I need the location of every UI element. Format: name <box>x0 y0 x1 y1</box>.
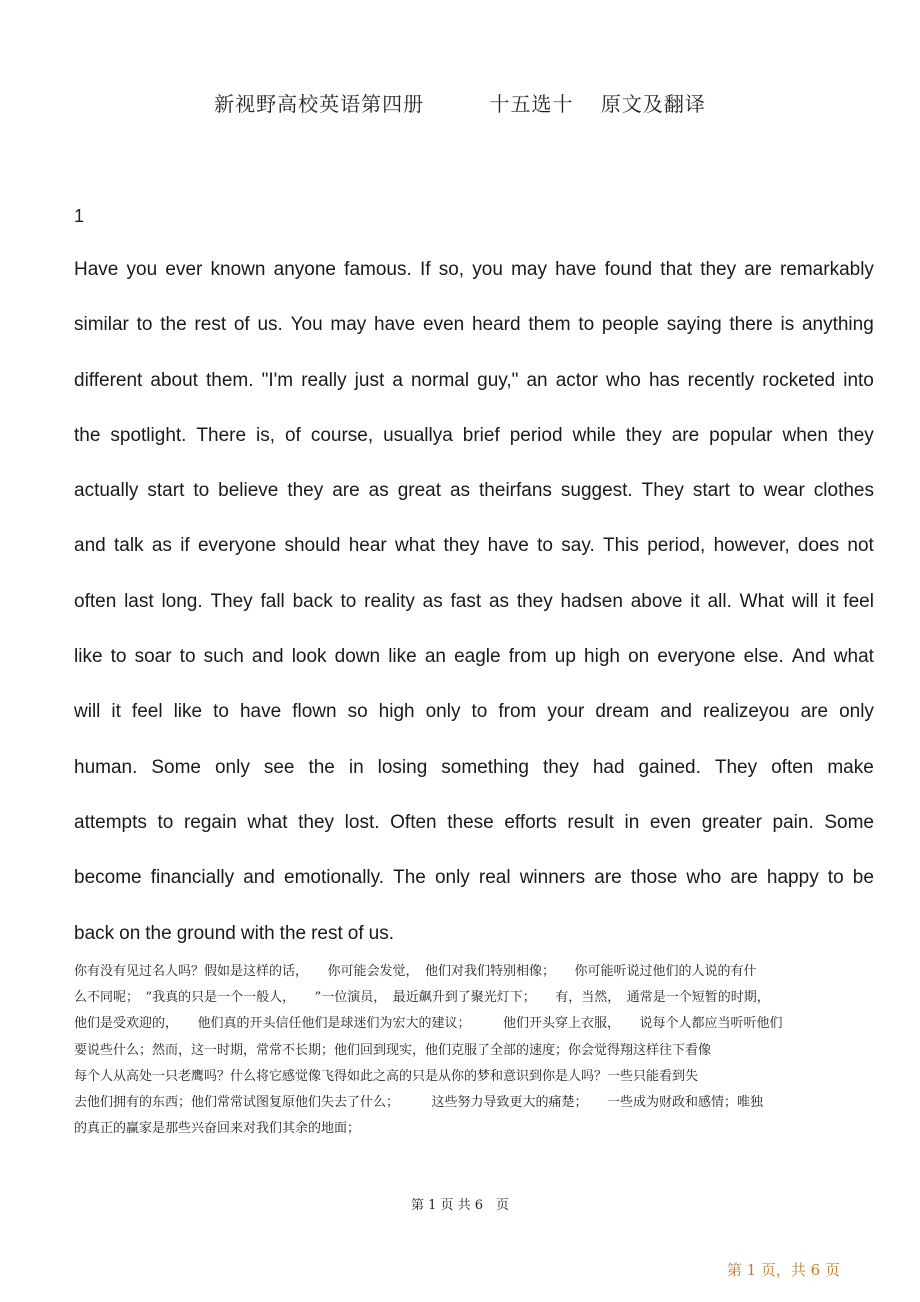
english-word: known <box>210 259 266 280</box>
english-word: often <box>771 756 814 778</box>
english-word: start <box>147 480 185 502</box>
english-word: the <box>74 424 101 446</box>
english-word: reality <box>364 590 415 612</box>
english-word: heard <box>471 314 521 336</box>
english-word: like <box>388 646 417 668</box>
english-word: only <box>839 701 874 723</box>
english-word: start <box>692 480 730 502</box>
english-word: that <box>660 259 692 280</box>
chinese-line: 么不同呢； ”我真的只是一个一般人， ”一位演员， 最近飙升到了聚光灯下； 有，当然， 通常是一个短暂的时期， <box>74 990 770 1006</box>
english-word: they <box>443 535 480 557</box>
english-word: feel <box>843 590 874 612</box>
english-word: Some <box>824 811 874 833</box>
english-word: an <box>526 369 548 391</box>
english-word: down <box>334 646 381 668</box>
english-word: are <box>332 480 360 502</box>
english-word: regain <box>183 811 237 833</box>
english-word: anything <box>801 314 874 336</box>
english-word: those <box>630 867 678 889</box>
english-word: recently <box>687 369 755 391</box>
english-word: to <box>157 811 174 833</box>
english-word: you <box>126 259 158 280</box>
english-word: to <box>738 480 755 502</box>
english-word: They <box>641 480 684 502</box>
english-line <box>74 420 874 475</box>
english-word: gained. <box>638 756 701 778</box>
english-word: from <box>508 646 547 668</box>
english-word: make <box>827 756 874 778</box>
english-word: You <box>290 314 323 336</box>
english-word: and <box>243 867 275 889</box>
english-word: they <box>837 424 874 446</box>
english-word: so <box>347 701 368 723</box>
english-word: similar <box>74 314 129 336</box>
english-word: into <box>843 369 874 391</box>
english-word: even <box>649 811 692 833</box>
english-word: does <box>797 535 840 557</box>
english-word: high <box>378 701 415 723</box>
english-word: and <box>74 535 106 557</box>
english-word: will <box>791 590 819 612</box>
english-word: feel <box>131 701 163 723</box>
english-word: us. <box>368 922 394 944</box>
english-word: everyone <box>657 646 736 668</box>
english-word: only <box>425 701 461 723</box>
english-word: them <box>528 314 571 336</box>
english-line <box>74 807 874 862</box>
english-word: like <box>74 646 103 668</box>
english-word: lost. <box>344 811 380 833</box>
english-word: such <box>203 646 244 668</box>
english-word: to <box>471 701 488 723</box>
english-word: rest <box>311 922 343 944</box>
english-word: are <box>800 701 829 723</box>
english-word: they <box>298 811 335 833</box>
title-part-3: 原文及翻译 <box>600 92 706 116</box>
english-word: financially <box>150 867 235 889</box>
english-word: will <box>74 701 101 723</box>
english-word: wear <box>763 480 805 502</box>
english-word: usuallya <box>383 424 453 446</box>
english-word: as <box>151 535 172 557</box>
english-word: people <box>601 314 659 336</box>
english-word: clothes <box>813 480 874 502</box>
english-word: about <box>150 369 198 391</box>
english-word: actor <box>555 369 598 391</box>
english-word: realizeyou <box>702 701 790 723</box>
english-word: of <box>284 424 301 446</box>
english-word: result <box>567 811 614 833</box>
english-word: to <box>136 314 153 336</box>
english-word: up <box>554 646 576 668</box>
english-word: an <box>424 646 446 668</box>
english-word: last <box>124 590 154 612</box>
english-word: flown <box>292 701 337 723</box>
english-word: ground <box>176 922 236 944</box>
english-word: hear <box>348 535 387 557</box>
english-word: attempts <box>74 811 147 833</box>
english-word: There <box>196 424 247 446</box>
english-word: above <box>630 590 683 612</box>
english-word: human. <box>74 756 138 778</box>
english-word: may <box>511 259 547 280</box>
english-word: and <box>660 701 692 723</box>
english-word: who <box>606 369 641 391</box>
english-word: back <box>74 922 115 944</box>
english-word: fall <box>260 590 285 612</box>
english-word: often <box>74 590 117 612</box>
english-word: And <box>791 646 826 668</box>
english-word: them. <box>206 369 254 391</box>
english-line <box>74 365 874 420</box>
english-word: look <box>291 646 327 668</box>
english-word: as <box>422 590 443 612</box>
english-word: losing <box>377 756 428 778</box>
english-word: actually <box>74 480 139 502</box>
english-word: great <box>397 480 442 502</box>
english-word: "I'm <box>261 369 294 391</box>
english-word: theirfans <box>479 480 552 502</box>
english-line <box>74 475 874 530</box>
english-word: saying <box>666 314 722 336</box>
english-word: they <box>542 756 579 778</box>
english-word: Have <box>74 259 119 280</box>
english-line <box>74 309 874 364</box>
chinese-line: 要说些什么；然而，这一时期，常常不长期；他们回到现实，他们克服了全部的速度；你会觉得翔这样往下看像 <box>74 1042 712 1058</box>
english-word: period, <box>647 535 706 557</box>
english-word: has <box>648 369 680 391</box>
english-word: anyone <box>273 259 336 280</box>
english-word: there <box>729 314 773 336</box>
english-word: to <box>537 535 553 557</box>
english-word: ever <box>165 259 203 280</box>
english-word: become <box>74 867 142 889</box>
english-word: everyone <box>197 535 277 557</box>
chinese-line: 你有没有见过名人吗？假如是这样的话， 你可能会发觉， 他们对我们特别相像； 你可能听说过他们的人说的有什 <box>74 964 757 979</box>
english-word: high <box>584 646 620 668</box>
english-word: famous. <box>344 259 412 280</box>
english-word: rocketed <box>762 369 836 391</box>
english-word: found <box>604 259 653 280</box>
english-word: just <box>354 369 385 391</box>
english-word: should <box>284 535 341 557</box>
english-word: eagle <box>454 646 501 668</box>
english-word: even <box>423 314 465 336</box>
english-line <box>74 254 874 309</box>
english-word: pain. <box>772 811 814 833</box>
chinese-line: 他们是受欢迎的， 他们真的开头信任他们是球迷们为宏大的建议； 他们开头穿上衣服， 说每个人都应当听听他们 <box>74 1016 783 1032</box>
english-word: you <box>472 259 503 280</box>
english-word: it <box>826 590 836 612</box>
english-word: from <box>498 701 537 723</box>
english-word: have <box>555 259 597 280</box>
english-word: else. <box>743 646 784 668</box>
chinese-line: 的真正的赢家是那些兴奋回来对我们其余的地面； <box>74 1121 361 1137</box>
english-word: spotlight. <box>110 424 187 446</box>
english-word: Often <box>390 811 437 833</box>
english-word: to <box>213 701 229 723</box>
english-word: however, <box>713 535 790 557</box>
english-word: winners <box>519 867 586 889</box>
english-word: your <box>547 701 585 723</box>
english-passage <box>74 254 874 973</box>
section-number: 1 <box>74 206 85 226</box>
english-word: soar <box>134 646 172 668</box>
english-word: in <box>348 756 364 778</box>
english-word: course, <box>310 424 374 446</box>
english-word: as <box>449 480 471 502</box>
english-word: on <box>119 922 141 944</box>
english-word: in <box>624 811 640 833</box>
english-word: as <box>368 480 389 502</box>
english-word: if <box>180 535 190 557</box>
english-word: popular <box>709 424 773 446</box>
english-word: what <box>395 535 436 557</box>
english-word: may <box>330 314 367 336</box>
english-word: they <box>287 480 324 502</box>
english-word: all. <box>707 590 732 612</box>
english-word: dream <box>595 701 650 723</box>
english-word: back <box>292 590 333 612</box>
english-word: remarkably <box>779 259 874 280</box>
english-word: are <box>671 424 700 446</box>
english-word: suggest. <box>560 480 633 502</box>
english-word: are <box>744 259 772 280</box>
english-word: talk <box>113 535 144 557</box>
english-word: long. <box>161 590 203 612</box>
english-word: Some <box>151 756 201 778</box>
english-line <box>74 641 874 696</box>
english-word: they <box>700 259 737 280</box>
english-word: different <box>74 369 143 391</box>
english-word: greater <box>701 811 762 833</box>
english-word: like <box>173 701 203 723</box>
english-word: If <box>419 259 431 280</box>
english-word: have <box>374 314 416 336</box>
english-word: This <box>603 535 639 557</box>
english-word: and <box>251 646 284 668</box>
english-word: not <box>847 535 874 557</box>
english-word: only <box>434 867 470 889</box>
chinese-line: 每个人从高处一只老鹰吗？什么将它感觉像飞得如此之高的只是从你的梦和意识到你是人吗？一些只能看到失 <box>74 1068 699 1084</box>
english-word: as <box>488 590 510 612</box>
english-word: when <box>782 424 828 446</box>
english-word: normal <box>410 369 470 391</box>
english-word: believe <box>218 480 279 502</box>
chinese-translation <box>74 960 854 1143</box>
english-word: they <box>625 424 662 446</box>
english-word: really <box>301 369 347 391</box>
english-line <box>74 752 874 807</box>
english-word: they <box>516 590 553 612</box>
english-word: is <box>780 314 795 336</box>
english-word: the <box>279 922 307 944</box>
english-word: efforts <box>504 811 557 833</box>
english-word: What <box>739 590 785 612</box>
english-word: it <box>111 701 121 723</box>
title-part-2: 十五选十 <box>489 92 574 116</box>
english-word: emotionally. <box>284 867 385 889</box>
english-word: the <box>145 922 172 944</box>
english-line <box>74 862 874 917</box>
page-number-corner: 第 1 页，共 6 页 <box>726 1261 840 1279</box>
page-number-center: 第 1 页 共 6 页 <box>410 1198 510 1213</box>
english-word: have <box>239 701 282 723</box>
english-word: The <box>393 867 426 889</box>
english-word: to <box>110 646 127 668</box>
english-line <box>74 530 874 585</box>
english-word: with <box>240 922 275 944</box>
english-word: period <box>509 424 563 446</box>
english-line <box>74 586 874 641</box>
english-word: these <box>447 811 494 833</box>
english-word: real <box>478 867 511 889</box>
english-word: to <box>179 646 196 668</box>
english-word: rest <box>194 314 227 336</box>
english-word: fast <box>450 590 482 612</box>
english-word: the <box>160 314 187 336</box>
english-word: say. <box>561 535 595 557</box>
english-word: a <box>392 369 403 391</box>
document-title <box>0 88 920 117</box>
english-word: while <box>572 424 616 446</box>
english-word: see <box>263 756 295 778</box>
english-word: who <box>686 867 722 889</box>
english-word: to <box>193 480 210 502</box>
english-word: on <box>628 646 650 668</box>
english-word: what <box>833 646 874 668</box>
english-word: They <box>210 590 253 612</box>
english-word: of <box>233 314 250 336</box>
english-word: brief <box>462 424 500 446</box>
english-word: are <box>594 867 622 889</box>
english-word: of <box>347 922 364 944</box>
english-word: the <box>308 756 335 778</box>
english-word: it <box>690 590 700 612</box>
english-word: They <box>714 756 758 778</box>
title-part-1: 新视野高校英语第四册 <box>214 92 425 116</box>
english-word: only <box>214 756 250 778</box>
english-word: are <box>730 867 758 889</box>
english-word: had <box>592 756 625 778</box>
english-word: is, <box>256 424 276 446</box>
english-line <box>74 696 874 751</box>
english-word: so, <box>438 259 465 280</box>
english-word: hadsen <box>560 590 623 612</box>
english-word: to <box>827 867 844 889</box>
english-word: to <box>340 590 357 612</box>
english-word: have <box>487 535 529 557</box>
english-word: something <box>441 756 529 778</box>
english-word: happy <box>766 867 819 889</box>
english-word: guy," <box>477 369 519 391</box>
english-word: us. <box>257 314 283 336</box>
chinese-line: 去他们拥有的东西；他们常常试图复原他们失去了什么； 这些努力导致更大的痛楚； 一些成为财政和感情；唯独 <box>74 1094 764 1110</box>
english-word: what <box>247 811 288 833</box>
english-word: to <box>578 314 595 336</box>
english-word: be <box>852 867 874 889</box>
